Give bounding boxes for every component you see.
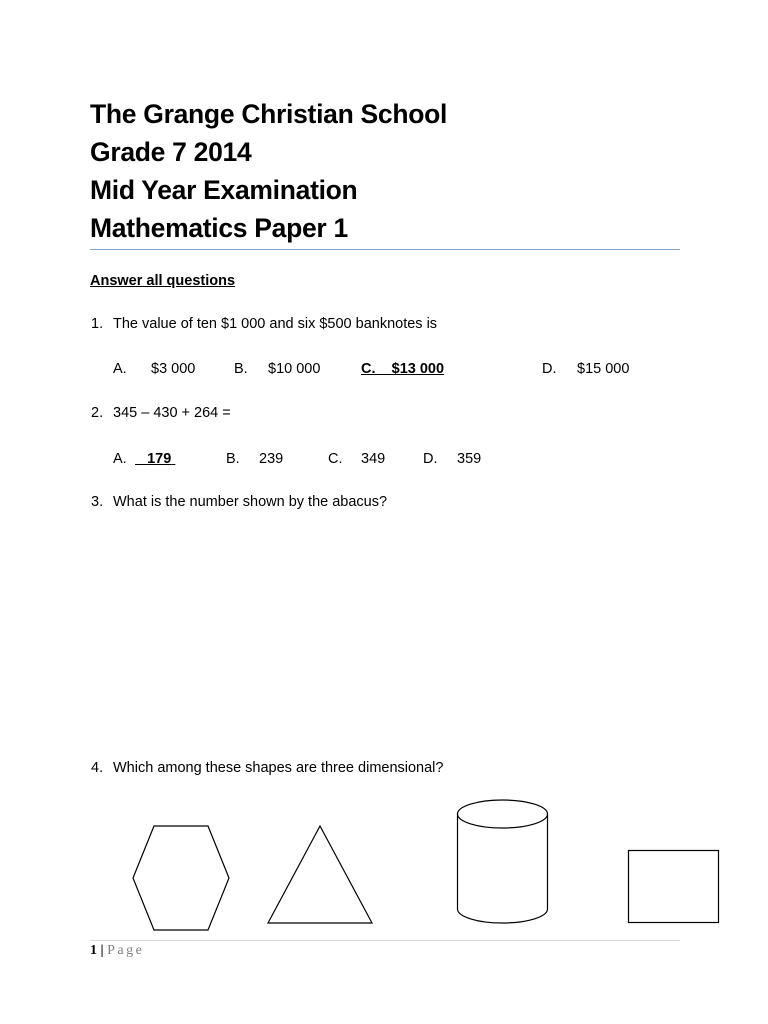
question-number: 1. xyxy=(91,316,104,332)
exam-name: Mid Year Examination xyxy=(90,175,358,205)
page-number: 1 xyxy=(90,943,97,958)
school-name: The Grange Christian School xyxy=(90,99,448,129)
rectangle-shape xyxy=(627,849,721,925)
cylinder-shape xyxy=(454,798,551,926)
page-footer xyxy=(90,943,144,959)
option-letter: D. xyxy=(542,361,557,377)
exam-title-block xyxy=(90,95,447,247)
grade-year: Grade 7 2014 xyxy=(90,137,252,167)
option-value: $3 000 xyxy=(151,361,196,377)
question-text: Which among these shapes are three dimensional? xyxy=(113,760,444,776)
option-letter: B. xyxy=(234,361,248,377)
question-text: What is the number shown by the abacus? xyxy=(113,494,388,510)
paper-name: Mathematics Paper 1 xyxy=(90,213,348,243)
answer-option-c xyxy=(361,361,444,377)
option-letter: A. xyxy=(113,361,127,377)
option-value: 179 xyxy=(147,451,172,467)
footer-divider xyxy=(90,940,680,941)
question-number: 4. xyxy=(91,760,104,776)
page-separator: | xyxy=(100,943,104,958)
instruction-heading: Answer all questions xyxy=(90,273,236,289)
option-letter: B. xyxy=(226,451,240,467)
question-text: The value of ten $1 000 and six $500 banknotes is xyxy=(113,316,438,332)
question-text: 345 – 430 + 264 = xyxy=(113,405,231,421)
page-label: Page xyxy=(107,943,145,958)
option-value: $15 000 xyxy=(577,361,630,377)
option-value: $13 000 xyxy=(391,361,445,377)
question-number: 3. xyxy=(91,494,104,510)
option-value: $10 000 xyxy=(268,361,321,377)
triangle-shape xyxy=(265,824,375,926)
option-value: 359 xyxy=(457,451,482,467)
title-divider xyxy=(90,249,680,250)
option-letter: C. xyxy=(361,361,376,377)
option-letter: A. xyxy=(113,451,127,467)
option-letter: C. xyxy=(328,451,343,467)
answer-option-a xyxy=(135,451,175,467)
question-number: 2. xyxy=(91,405,104,421)
hexagon-shape xyxy=(130,824,232,932)
option-letter: D. xyxy=(423,451,438,467)
option-value: 239 xyxy=(259,451,284,467)
option-value: 349 xyxy=(361,451,386,467)
